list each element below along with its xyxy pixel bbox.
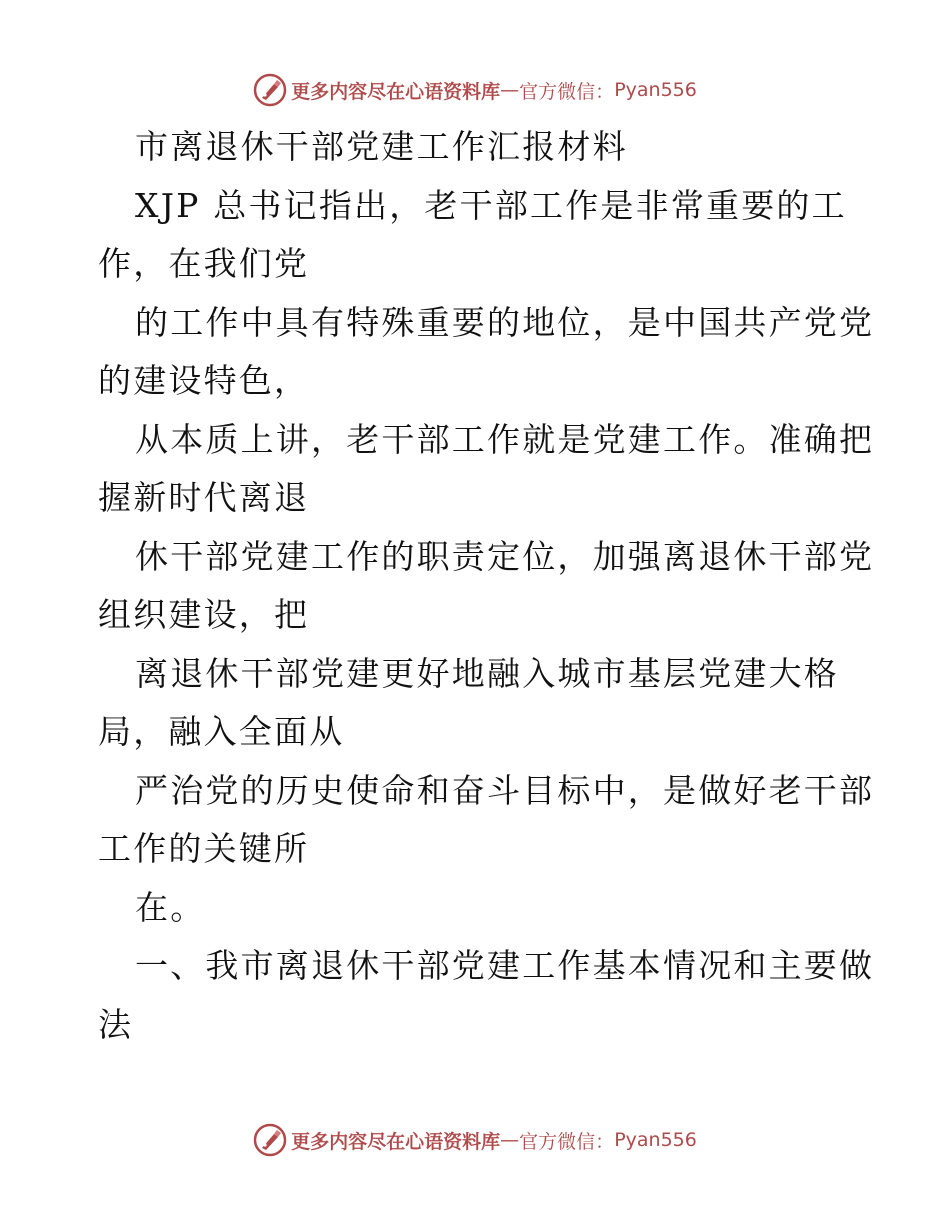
- pen-nib-logo-icon: [253, 1123, 287, 1157]
- document-body: [98, 118, 875, 1054]
- section-heading-continued: 法: [98, 1004, 134, 1044]
- paragraph-line: 的建设特色，: [98, 361, 310, 400]
- paragraph-line: 休干部党建工作的职责定位，加强离退休干部党: [135, 536, 875, 576]
- banner-promo-text: 更多内容尽在心语资料库: [291, 1130, 501, 1153]
- paragraph-line: 作，在我们党: [98, 244, 310, 283]
- paragraph-line: 工作的关键所: [98, 829, 310, 868]
- section-heading: 一、我市离退休干部党建工作基本情况和主要做: [135, 946, 875, 985]
- paragraph-line: XJP 总书记指出，老干部工作是非常重要的工: [135, 185, 847, 225]
- banner-promo-text: 更多内容尽在心语资料库: [291, 80, 501, 103]
- paragraph-line: 严治党的历史使命和奋斗目标中，是做好老干部: [135, 770, 875, 810]
- banner-wechat-id: Pyan556: [614, 79, 697, 101]
- banner-wechat-label: 官方微信：: [519, 80, 615, 103]
- paragraph-line: 握新时代离退: [98, 478, 310, 517]
- banner-dash: —: [500, 79, 520, 101]
- paragraph-line: 的工作中具有特殊重要的地位，是中国共产党党: [135, 302, 875, 342]
- footer-banner: [0, 1120, 950, 1160]
- banner-wechat-label: 官方微信：: [519, 1130, 615, 1153]
- banner-wechat-id: Pyan556: [614, 1129, 697, 1151]
- paragraph-line: 局，融入全面从: [98, 712, 345, 751]
- pen-nib-logo-icon: [253, 73, 287, 107]
- document-title: 市离退休干部党建工作汇报材料: [135, 127, 628, 166]
- header-banner: [0, 70, 950, 110]
- paragraph-line: 组织建设，把: [98, 595, 310, 634]
- paragraph-line: 从本质上讲，老干部工作就是党建工作。准确把: [135, 419, 875, 459]
- banner-dash: —: [500, 1129, 520, 1151]
- paragraph-line: 离退休干部党建更好地融入城市基层党建大格: [135, 653, 839, 693]
- paragraph-line: 在。: [135, 887, 206, 927]
